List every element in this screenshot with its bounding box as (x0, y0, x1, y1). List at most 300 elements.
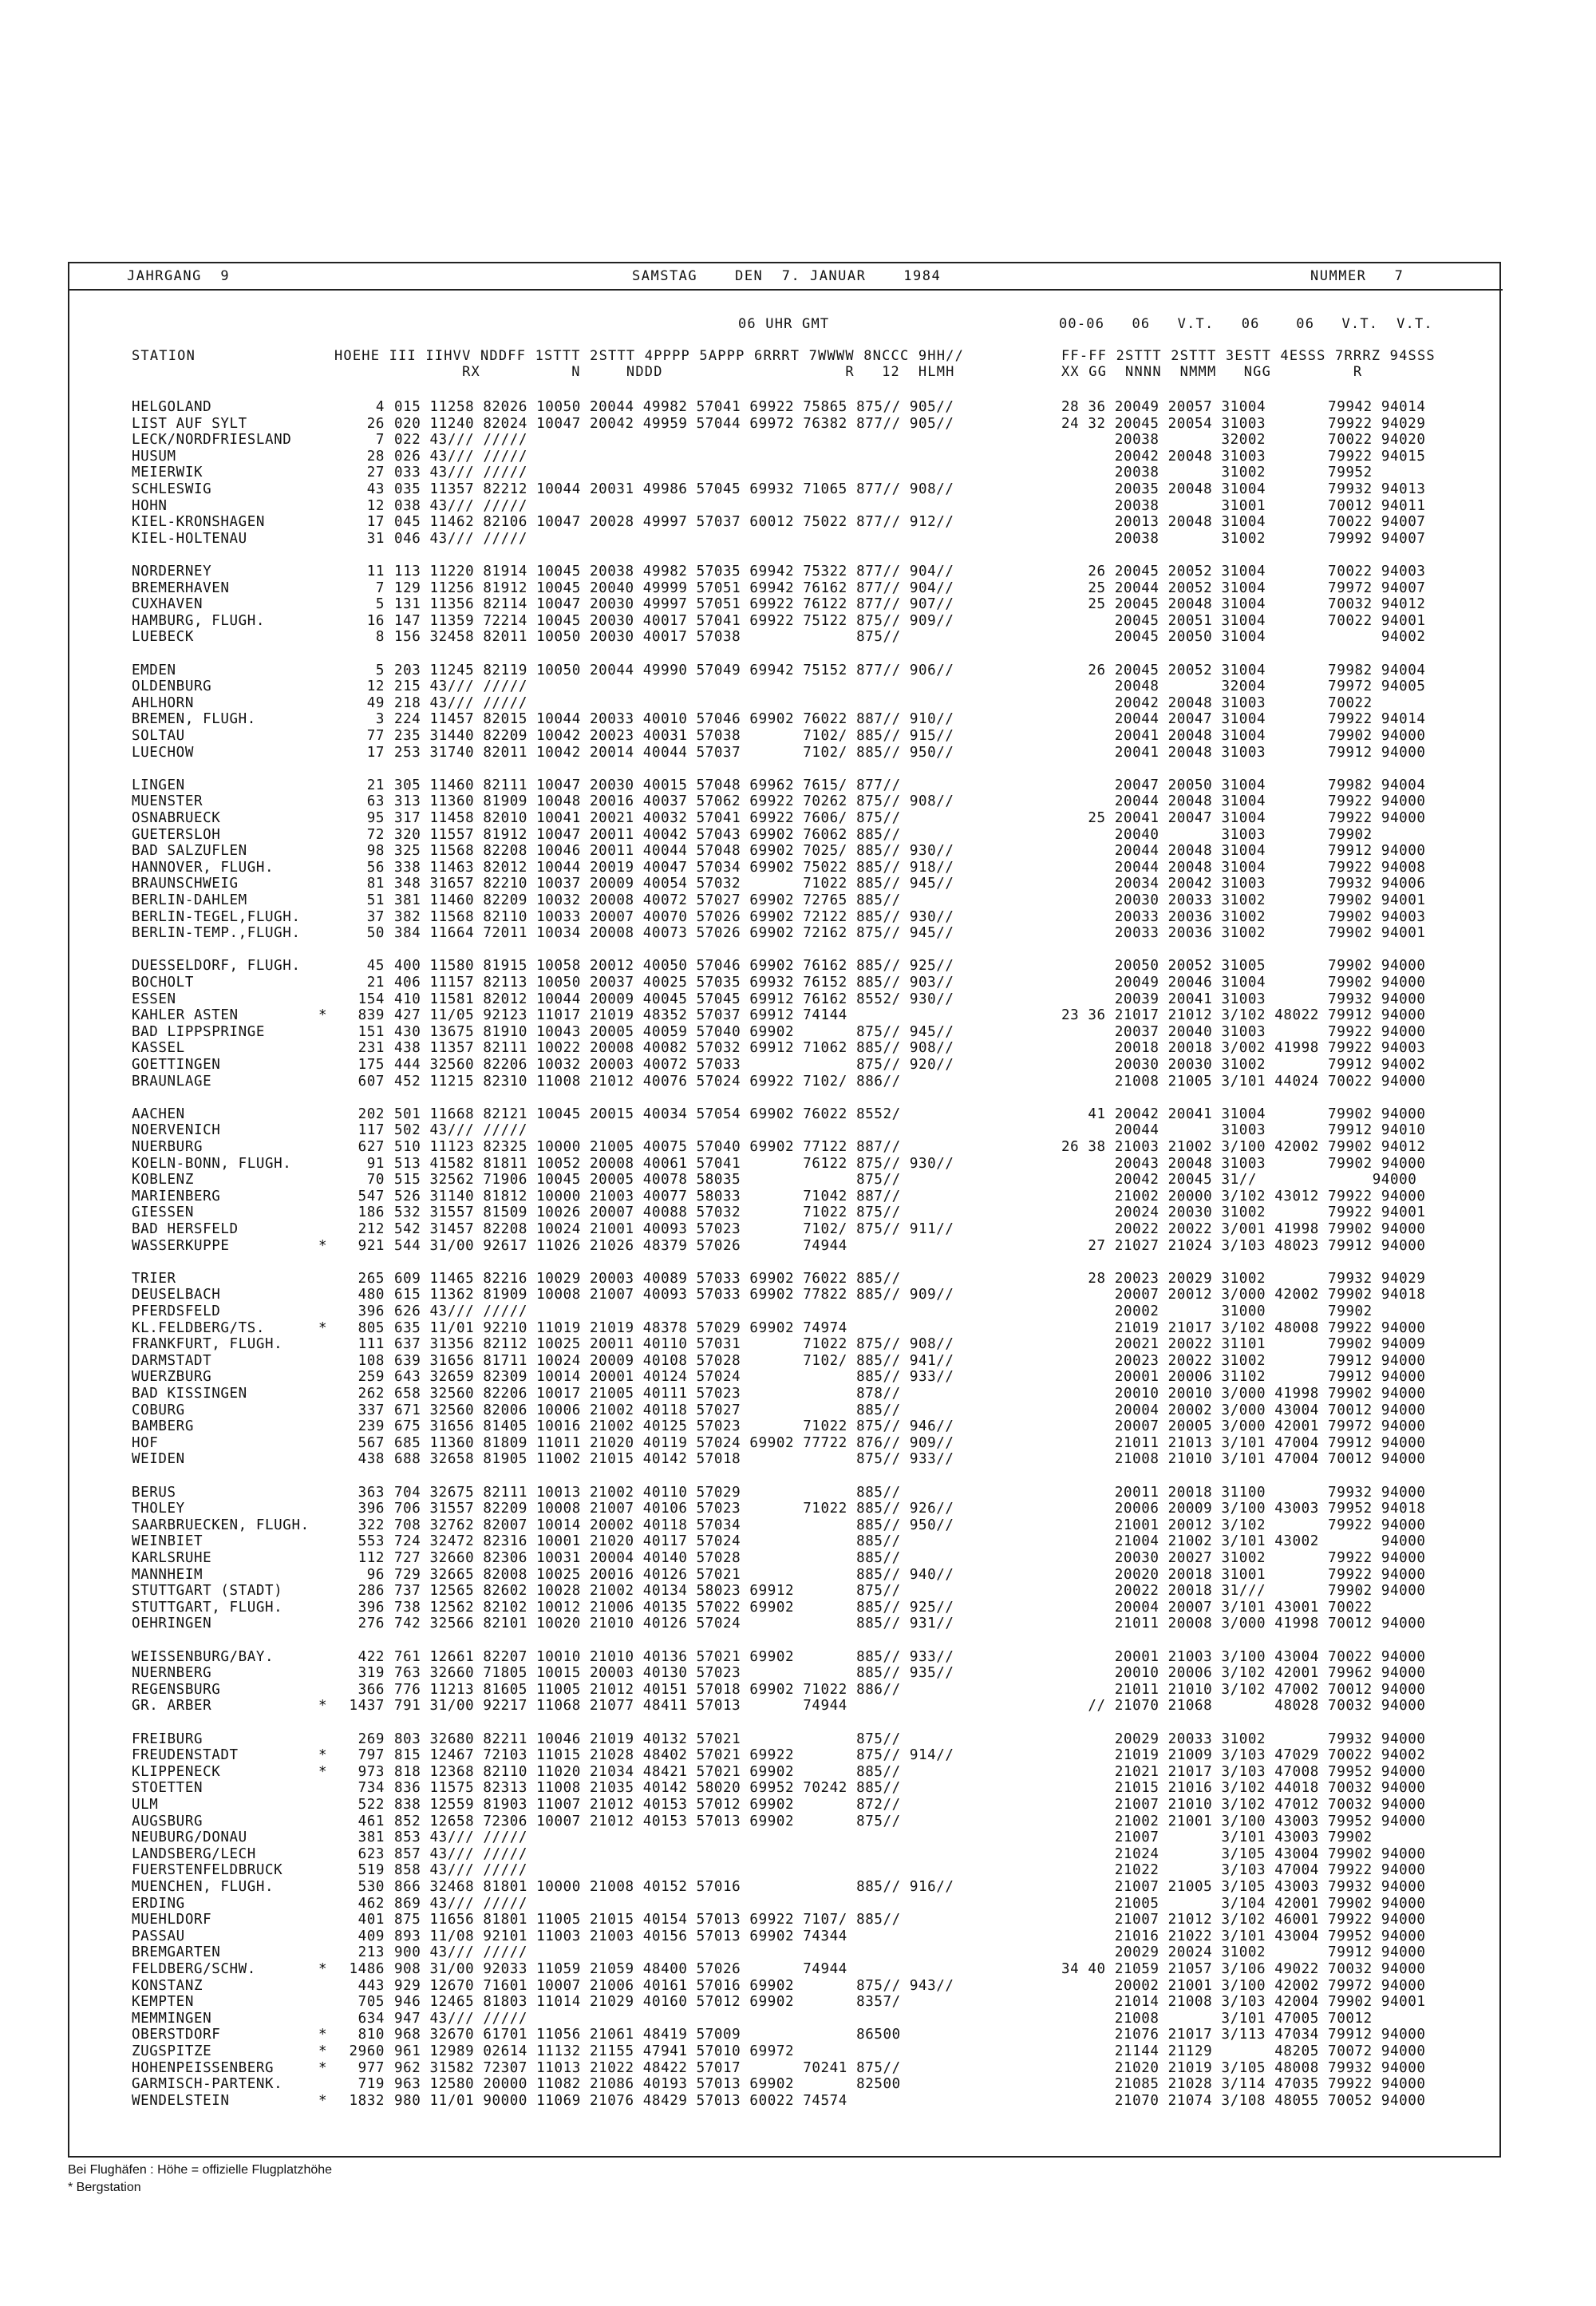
main-observation: 430 13675 81910 10043 20005 40059 57040 69902 875// 945// (394, 1023, 954, 1040)
station-height: 396 (358, 1303, 385, 1319)
main-observation: 836 11575 82313 11008 21035 40142 58020 69952 70242 885// (394, 1780, 901, 1797)
table-row (69, 613, 1503, 629)
main-observation: 348 31657 82210 10037 20009 40054 57032 71022 885// 945// (394, 876, 954, 892)
station-name: GARMISCH-PARTENK. (132, 2076, 283, 2093)
station-name: KONSTANZ (132, 1977, 203, 1994)
table-row (69, 2060, 1503, 2076)
right-observation: 20035 20048 31004 79932 94013 (1061, 481, 1426, 497)
issue-header-bar (69, 263, 1503, 291)
station-height: 734 (358, 1780, 385, 1797)
table-row (69, 1024, 1503, 1040)
table-row (69, 1797, 1503, 1813)
station-name: KAHLER ASTEN (132, 1007, 239, 1024)
station-height: 1437 (349, 1698, 385, 1715)
main-observation: 129 11256 81912 10045 20040 49999 57051 69942 76162 877// 904// (394, 579, 954, 596)
station-height: 27 (366, 465, 385, 481)
right-observation: 21014 21008 3/103 42004 79902 94001 (1061, 1994, 1426, 2011)
table-row (69, 678, 1503, 694)
table-row (69, 465, 1503, 481)
station-name: BERLIN-DAHLEM (132, 892, 247, 908)
right-observation: 20033 20036 31002 79902 94001 (1061, 925, 1426, 942)
station-height: 112 (358, 1550, 385, 1566)
station-height: 50 (366, 925, 385, 942)
right-observation: 20039 20041 31003 79932 94000 (1061, 991, 1426, 1007)
right-observation: 21020 21019 3/105 48008 79932 94000 (1061, 2059, 1426, 2076)
station-name: MEIERWIK (132, 465, 203, 481)
table-row (69, 1928, 1503, 1944)
right-header-line1: FF-FF 2STTT 2STTT 3ESTT 4ESSS 7RRRZ 94SSS (1061, 348, 1436, 364)
main-observation: 045 11462 82106 10047 20028 49997 57037 60012 75022 877// 912// (394, 514, 954, 531)
table-row (69, 1106, 1503, 1122)
table-row (69, 1451, 1503, 1467)
station-height: 212 (358, 1221, 385, 1237)
right-observation: 20006 20009 3/100 43003 79952 94018 (1061, 1501, 1426, 1517)
station-name: CUXHAVEN (132, 596, 203, 613)
main-observation: 688 32658 81905 11002 21015 40142 57018 875// 933// (394, 1451, 954, 1468)
right-observation: 20048 32004 79972 94005 (1061, 678, 1426, 695)
station-height: 461 (358, 1813, 385, 1829)
station-name: GOETTINGEN (132, 1057, 221, 1073)
station-height: 805 (358, 1319, 385, 1336)
main-observation: 858 43/// ///// (394, 1862, 528, 1879)
mountain-station-marker: * (318, 2059, 328, 2076)
station-name: HANNOVER, FLUGH. (132, 859, 275, 876)
station-height: 213 (358, 1944, 385, 1961)
station-name: OLDENBURG (132, 678, 212, 695)
table-row (69, 1829, 1503, 1845)
right-observation: 20042 20048 31003 79922 94015 (1061, 448, 1426, 465)
right-observation: 21007 21012 3/102 46001 79922 94000 (1061, 1912, 1426, 1928)
station-name: ESSEN (132, 991, 176, 1007)
station-name: KEMPTEN (132, 1994, 194, 2011)
right-observation: 20007 20012 3/000 42002 79902 94018 (1061, 1287, 1426, 1303)
main-observation: 791 31/00 92217 11068 21077 48411 57013 74944 (394, 1698, 847, 1715)
station-name: REGENSBURG (132, 1681, 221, 1698)
station-height: 438 (358, 1451, 385, 1468)
station-name: ERDING (132, 1895, 185, 1912)
main-observation: 615 11362 81909 10008 21007 40093 57033 69902 77822 885// 909// (394, 1287, 954, 1303)
main-observation: 510 11123 82325 10000 21005 40075 57040 69902 77122 887// (394, 1139, 901, 1155)
main-observation: 317 11458 82010 10041 20021 40032 57041 69922 7606/ 875// (394, 810, 901, 826)
table-row (69, 1238, 1503, 1254)
right-observation: 27 21027 21024 3/103 48023 79912 94000 (1061, 1237, 1426, 1254)
main-observation: 729 32665 82008 10025 20016 40126 57021 885// 940// (394, 1566, 954, 1583)
main-observation: 626 43/// ///// (394, 1303, 528, 1319)
station-name: KIEL-HOLTENAU (132, 530, 247, 547)
table-row (69, 1303, 1503, 1319)
station-height: 45 (366, 958, 385, 975)
mountain-station-marker: * (318, 2027, 328, 2043)
table-row (69, 1287, 1503, 1303)
table-row (69, 432, 1503, 448)
footer-notes (68, 2162, 332, 2197)
station-height: 117 (358, 1122, 385, 1139)
station-name: AHLHORN (132, 694, 194, 711)
table-row (69, 2093, 1503, 2109)
table-row (69, 1221, 1503, 1237)
table-row (69, 1896, 1503, 1912)
main-observation: 544 31/00 92617 11026 21026 48379 57026 74944 (394, 1237, 847, 1254)
right-observation: 28 20023 20029 31002 79932 94029 (1061, 1270, 1426, 1287)
table-row (69, 1435, 1503, 1451)
station-height: 4 (375, 399, 385, 415)
main-observation: 875 11656 81801 11005 21015 40154 57013 69922 7107/ 885// (394, 1912, 901, 1928)
main-observation: 033 43/// ///// (394, 465, 528, 481)
main-observation: 761 12661 82207 10010 21010 40136 57021 69902 885// 933// (394, 1648, 954, 1665)
main-observation: 908 31/00 92033 11059 21059 48400 57026 74944 (394, 1961, 847, 1977)
table-row (69, 1122, 1503, 1138)
station-name: BRAUNSCHWEIG (132, 876, 239, 892)
main-observation: 542 31457 82208 10024 21001 40093 57023 7102/ 875// 911// (394, 1221, 954, 1237)
table-row (69, 514, 1503, 530)
station-height: 480 (358, 1287, 385, 1303)
station-name: WEISSENBURG/BAY. (132, 1648, 275, 1665)
station-height: 396 (358, 1599, 385, 1616)
station-height: 51 (366, 892, 385, 908)
station-height: 111 (358, 1336, 385, 1353)
right-observation: 21011 20008 3/000 41998 70012 94000 (1061, 1616, 1426, 1632)
main-observation: 156 32458 82011 10050 20030 40017 57038 875// (394, 629, 901, 646)
main-observation: 635 11/01 92210 11019 21019 48378 57029 69902 74974 (394, 1319, 847, 1336)
right-observation: 21002 20000 3/102 43012 79922 94000 (1061, 1188, 1426, 1204)
right-observation: 21024 3/105 43004 79902 94000 (1061, 1845, 1426, 1862)
station-height: 547 (358, 1188, 385, 1204)
station-name: KARLSRUHE (132, 1550, 212, 1566)
right-observation: 21022 3/103 47004 79922 94000 (1061, 1862, 1426, 1879)
volume-label: JAHRGANG 9 (127, 268, 231, 284)
table-row (69, 1271, 1503, 1287)
main-observation: 838 12559 81903 11007 21012 40153 57012 69902 872// (394, 1797, 901, 1813)
right-observation: 20021 20022 31101 79902 94009 (1061, 1336, 1426, 1353)
station-name: FREUDENSTADT (132, 1747, 239, 1764)
main-observation: 113 11220 81914 10045 20038 49982 57035 69942 75322 877// 904// (394, 564, 954, 579)
station-name: NORDERNEY (132, 564, 212, 579)
right-observation: 20010 20006 3/102 42001 79962 94000 (1061, 1665, 1426, 1682)
table-row (69, 1944, 1503, 1960)
table-row (69, 827, 1503, 843)
main-observation: 968 32670 61701 11056 21061 48419 57009 86500 (394, 2027, 901, 2043)
table-row (69, 1485, 1503, 1501)
right-observation: 20033 20036 31002 79902 94003 (1061, 908, 1426, 925)
station-height: 202 (358, 1106, 385, 1122)
right-observation: 21021 21017 3/103 47008 79952 94000 (1061, 1763, 1426, 1780)
station-name: LUECHOW (132, 744, 194, 761)
station-name: KASSEL (132, 1040, 185, 1057)
right-observation: 21019 21017 3/102 48008 79922 94000 (1061, 1319, 1426, 1336)
main-observation: 410 11581 82012 10044 20009 40045 57045 69912 76162 8552/ 930// (394, 991, 954, 1007)
table-row (69, 892, 1503, 908)
right-observation: 20022 20022 3/001 41998 79902 94000 (1061, 1221, 1426, 1237)
table-row (69, 1418, 1503, 1434)
main-observation: 020 11240 82024 10047 20042 49959 57044 69972 76382 877// 905// (394, 415, 954, 432)
station-name: KLIPPENECK (132, 1763, 221, 1780)
mountain-station-marker: * (318, 1747, 328, 1764)
station-height: 269 (358, 1730, 385, 1747)
table-row (69, 793, 1503, 809)
right-observation: 21015 21016 3/102 44018 70032 94000 (1061, 1780, 1426, 1797)
main-observation: 961 12989 02614 11132 21155 47941 57010 69972 (394, 2043, 795, 2059)
station-height: 567 (358, 1434, 385, 1451)
table-row (69, 1369, 1503, 1385)
station-name: TRIER (132, 1270, 176, 1287)
station-name: DUESSELDORF, FLUGH. (132, 958, 301, 975)
station-name: GIESSEN (132, 1204, 194, 1221)
station-name: HAMBURG, FLUGH. (132, 612, 266, 629)
station-name: BAD SALZUFLEN (132, 843, 247, 860)
right-observation: 24 32 20045 20054 31003 79922 94029 (1061, 415, 1426, 432)
table-row (69, 416, 1503, 432)
right-observation: 21076 21017 3/113 47034 79912 94000 (1061, 2027, 1426, 2043)
station-height: 95 (366, 810, 385, 826)
main-observation: 384 11664 72011 10034 20008 40073 57026 69902 72162 875// 945// (394, 925, 954, 942)
station-name: NOERVENICH (132, 1122, 221, 1139)
right-observation: 20038 31001 70012 94011 (1061, 497, 1426, 514)
station-name: NUERNBERG (132, 1665, 212, 1682)
table-row (69, 1501, 1503, 1517)
station-name: LANDSBERG/LECH (132, 1845, 256, 1862)
station-name: MARIENBERG (132, 1188, 221, 1204)
table-row (69, 991, 1503, 1007)
station-name: WUERZBURG (132, 1369, 212, 1386)
station-height: 31 (366, 530, 385, 547)
station-name: STUTTGART, FLUGH. (132, 1599, 283, 1616)
station-height: 108 (358, 1352, 385, 1369)
main-observation: 452 11215 82310 11008 21012 40076 57024 69922 7102/ 886// (394, 1073, 901, 1090)
station-name: DEUSELBACH (132, 1287, 221, 1303)
station-name: BAD KISSINGEN (132, 1386, 247, 1402)
main-observation: 893 11/08 92101 11003 21003 40156 57013 69902 74344 (394, 1928, 847, 1944)
station-name: WENDELSTEIN (132, 2092, 230, 2109)
station-name: AACHEN (132, 1106, 185, 1122)
station-name: BREMERHAVEN (132, 579, 230, 596)
station-name: BAD HERSFELD (132, 1221, 239, 1237)
station-height: 28 (366, 448, 385, 465)
right-observation: 34 40 21059 21057 3/106 49022 70032 94000 (1061, 1961, 1426, 1977)
right-observation: 20023 20022 31002 79912 94000 (1061, 1352, 1426, 1369)
right-observation: 21007 3/101 43003 79902 (1061, 1829, 1373, 1846)
table-row (69, 629, 1503, 645)
table-row (69, 711, 1503, 727)
table-row (69, 1994, 1503, 2010)
main-observation: 643 32659 82309 10014 20001 40124 57024 885// 933// (394, 1369, 954, 1386)
mountain-station-marker: * (318, 1763, 328, 1780)
station-height: 276 (358, 1616, 385, 1632)
station-height: 63 (366, 793, 385, 810)
station-name: SOLTAU (132, 728, 185, 744)
main-observation: 776 11213 81605 11005 21012 40151 57018 69902 71022 886// (394, 1681, 901, 1698)
station-height: 810 (358, 2027, 385, 2043)
station-name: KOELN-BONN, FLUGH. (132, 1155, 292, 1172)
main-observation: 727 32660 82306 10031 20004 40140 57028 885// (394, 1550, 901, 1566)
main-observation: 038 43/// ///// (394, 497, 528, 514)
main-observation: 706 31557 82209 10008 21007 40106 57023 71022 885// 926// (394, 1501, 954, 1517)
main-observation: 742 32566 82101 10020 21010 40126 57024 885// 931// (394, 1616, 954, 1632)
station-height: 553 (358, 1533, 385, 1550)
main-header-line1: HOEHE III IIHVV NDDFF 1STTT 2STTT 4PPPP 5APPP 6RRRT 7WWWW 8NCCC 9HH// (334, 348, 965, 364)
table-row (69, 909, 1503, 925)
station-height: 151 (358, 1023, 385, 1040)
station-name: EMDEN (132, 662, 176, 678)
main-observation: 224 11457 82015 10044 20033 40010 57046 69902 76022 887// 910// (394, 711, 954, 728)
table-row (69, 1600, 1503, 1616)
station-height: 519 (358, 1862, 385, 1879)
table-row (69, 1764, 1503, 1780)
station-height: 7 (375, 432, 385, 449)
footer-note-airports: Bei Flughäfen : Höhe = offizielle Flugplatzhöhe (68, 2163, 333, 2177)
main-observation: 929 12670 71601 10007 21006 40161 57016 69902 875// 943// (394, 1977, 954, 1994)
right-observation: 20041 20048 31004 79902 94000 (1061, 728, 1426, 744)
station-height: 401 (358, 1912, 385, 1928)
main-observation: 305 11460 82111 10047 20030 40015 57048 69962 7615/ 877// (394, 777, 901, 793)
right-observation: 21008 3/101 47005 70012 (1061, 2010, 1373, 2027)
station-name: KL.FELDBERG/TS. (132, 1319, 266, 1336)
station-height: 186 (358, 1204, 385, 1221)
right-observation: 25 20044 20052 31004 79972 94007 (1061, 579, 1426, 596)
main-observation: 513 41582 81811 10052 20008 40061 57041 76122 875// 930// (394, 1155, 954, 1172)
station-height: 719 (358, 2076, 385, 2093)
right-observation: 20050 20052 31005 79902 94000 (1061, 958, 1426, 975)
table-row (69, 1336, 1503, 1352)
station-height: 409 (358, 1928, 385, 1944)
station-name: ZUGSPITZE (132, 2043, 212, 2059)
main-observation: 218 43/// ///// (394, 694, 528, 711)
station-name: MANNHEIM (132, 1566, 203, 1583)
station-name: BERLIN-TEGEL,FLUGH. (132, 908, 301, 925)
main-observation: 235 31440 82209 10042 20023 40031 57038 7102/ 885// 915// (394, 728, 954, 744)
main-observation: 675 31656 81405 10016 21002 40125 57023 71022 875// 946// (394, 1418, 954, 1435)
right-observation: 20044 20048 31004 79922 94008 (1061, 859, 1426, 876)
table-row (69, 777, 1503, 793)
main-header-line2: RX N NDDD R 12 HLMH (334, 364, 955, 380)
mountain-station-marker: * (318, 1698, 328, 1715)
station-height: 1832 (349, 2092, 385, 2109)
mountain-station-marker: * (318, 2092, 328, 2109)
table-row (69, 1007, 1503, 1023)
station-height: 239 (358, 1418, 385, 1435)
main-observation: 444 32560 82206 10032 20003 40072 57033 875// 920// (394, 1057, 954, 1073)
station-height: 607 (358, 1073, 385, 1090)
right-observation: 20044 20047 31004 79922 94014 (1061, 711, 1426, 728)
main-observation: 526 31140 81812 10000 21003 40077 58033 71042 887// (394, 1188, 901, 1204)
right-observation: 20043 20048 31003 79902 94000 (1061, 1155, 1426, 1172)
table-row (69, 1616, 1503, 1632)
station-height: 705 (358, 1994, 385, 2011)
table-row (69, 810, 1503, 826)
station-name: ULM (132, 1797, 159, 1813)
station-name: SAARBRUECKEN, FLUGH. (132, 1517, 310, 1533)
table-row (69, 728, 1503, 744)
right-observation: 21001 20012 3/102 79922 94000 (1061, 1517, 1426, 1533)
main-observation: 338 11463 82012 10044 20019 40047 57034 69902 75022 885// 918// (394, 859, 954, 876)
station-name: PFERDSFELD (132, 1303, 221, 1319)
station-height: 21 (366, 975, 385, 991)
right-observation: 41 20042 20041 31004 79902 94000 (1061, 1106, 1426, 1122)
table-row (69, 1978, 1503, 1994)
station-height: 462 (358, 1895, 385, 1912)
station-height: 977 (358, 2059, 385, 2076)
station-name: HOHENPEISSENBERG (132, 2059, 275, 2076)
station-height: 623 (358, 1845, 385, 1862)
station-name: NEUBURG/DONAU (132, 1829, 247, 1846)
mountain-station-marker: * (318, 1319, 328, 1336)
right-observation: 21070 21074 3/108 48055 70052 94000 (1061, 2092, 1426, 2109)
station-height: 921 (358, 1237, 385, 1254)
table-row (69, 2076, 1503, 2092)
station-height: 422 (358, 1648, 385, 1665)
station-height: 81 (366, 876, 385, 892)
table-row (69, 1731, 1503, 1747)
right-observation: 20030 20033 31002 79902 94001 (1061, 892, 1426, 908)
right-observation: 26 20045 20052 31004 79982 94004 (1061, 662, 1426, 678)
date-label: SAMSTAG DEN 7. JANUAR 1984 (632, 268, 942, 284)
main-observation: 502 43/// ///// (394, 1122, 528, 1139)
station-name: FREIBURG (132, 1730, 203, 1747)
table-row (69, 1698, 1503, 1714)
table-row (69, 1074, 1503, 1090)
station-name: OEHRINGEN (132, 1616, 212, 1632)
table-row (69, 876, 1503, 892)
station-height: 627 (358, 1139, 385, 1155)
main-observation: 320 11557 81912 10047 20011 40042 57043 69902 76062 885// (394, 826, 901, 843)
table-row (69, 975, 1503, 991)
table-row (69, 1533, 1503, 1549)
main-observation: 147 11359 72214 10045 20030 40017 57041 69922 75122 875// 909// (394, 612, 954, 629)
station-name: SCHLESWIG (132, 481, 212, 497)
station-height: 2960 (349, 2043, 385, 2059)
table-row (69, 1320, 1503, 1336)
station-name: FRANKFURT, FLUGH. (132, 1336, 283, 1353)
station-height: 286 (358, 1583, 385, 1600)
right-observation: 21144 21129 48205 70072 94000 (1061, 2043, 1426, 2059)
main-observation: 815 12467 72103 11015 21028 48402 57021 69922 875// 914// (394, 1747, 954, 1764)
main-observation: 724 32472 82316 10001 21020 40117 57024 885// (394, 1533, 901, 1550)
station-height: 8 (375, 629, 385, 646)
station-name: BERUS (132, 1484, 176, 1501)
right-observation: 20004 20007 3/101 43001 70022 (1061, 1599, 1373, 1616)
main-observation: 852 12658 72306 10007 21012 40153 57013 69902 875// (394, 1813, 901, 1829)
main-observation: 325 11568 82208 10046 20011 40044 57048 69902 7025/ 885// 930// (394, 843, 954, 860)
table-row (69, 1814, 1503, 1829)
table-row (69, 1879, 1503, 1895)
right-observation: 20044 31003 79912 94010 (1061, 1122, 1426, 1139)
station-name: NUERBURG (132, 1139, 203, 1155)
station-name: WASSERKUPPE (132, 1237, 230, 1254)
station-name: BREMEN, FLUGH. (132, 711, 256, 728)
station-height: 21 (366, 777, 385, 793)
station-name: HUSUM (132, 448, 176, 465)
table-row (69, 1204, 1503, 1220)
table-row (69, 1402, 1503, 1418)
table-row (69, 449, 1503, 465)
station-name: LUEBECK (132, 629, 194, 646)
right-observation: 20041 20048 31003 79912 94000 (1061, 744, 1426, 761)
station-height: 262 (358, 1386, 385, 1402)
station-name: HOF (132, 1434, 159, 1451)
right-observation: 25 20045 20048 31004 70032 94012 (1061, 596, 1426, 613)
main-observation: 515 32562 71906 10045 20005 40078 58035 875// (394, 1172, 901, 1189)
table-row (69, 925, 1503, 941)
station-name: FELDBERG/SCHW. (132, 1961, 256, 1977)
station-name: BAMBERG (132, 1418, 194, 1435)
right-observation: 21011 21013 3/101 47004 79912 94000 (1061, 1434, 1426, 1451)
station-name: LECK/NORDFRIESLAND (132, 432, 292, 449)
right-observation: 21011 21010 3/102 47002 70012 94000 (1061, 1681, 1426, 1698)
table-row (69, 1846, 1503, 1862)
station-height: 43 (366, 481, 385, 497)
station-height: 522 (358, 1797, 385, 1813)
right-observation: 20002 21001 3/100 42002 79972 94000 (1061, 1977, 1426, 1994)
main-observation: 406 11157 82113 10050 20037 40025 57035 69932 76152 885// 903// (394, 975, 954, 991)
